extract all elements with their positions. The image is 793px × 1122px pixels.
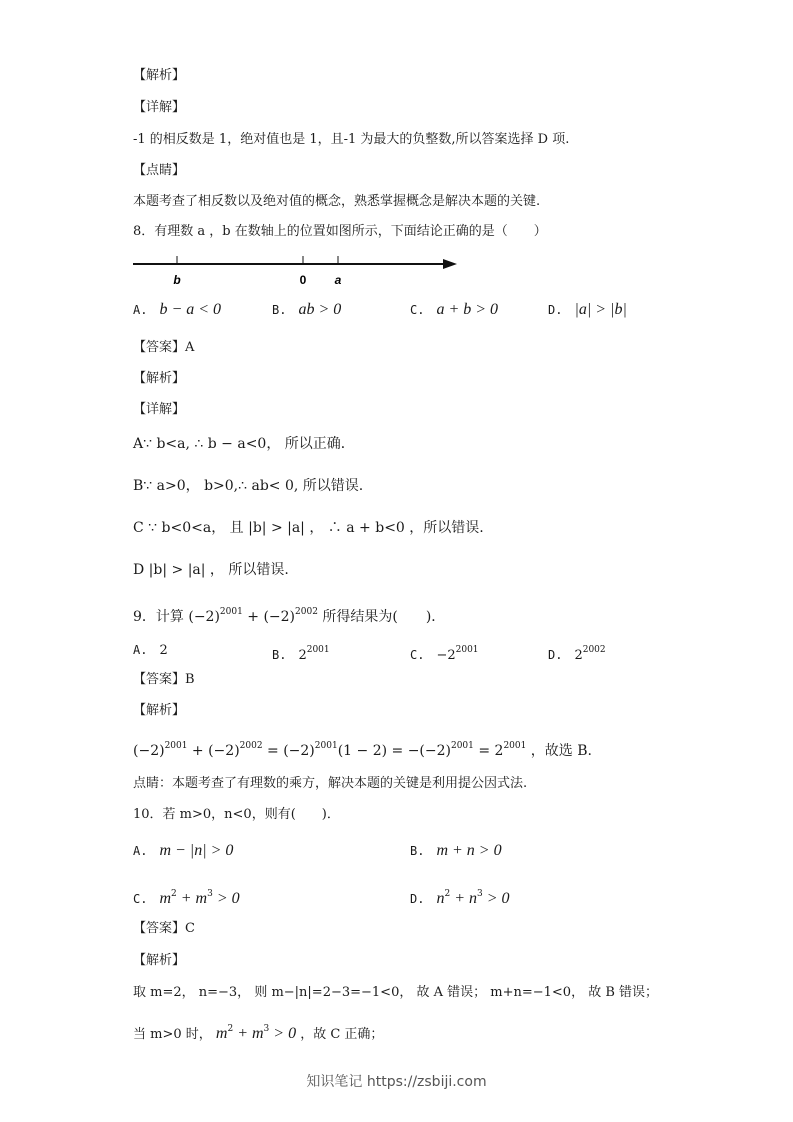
step-math: + m [233, 1025, 264, 1042]
q9-exp2: 2002 [295, 607, 318, 617]
heading-comment: 【点睛】 [133, 163, 186, 178]
option-text: b − a < 0 [159, 301, 222, 318]
q8-analysis-heading: 【解析】 [133, 371, 186, 386]
q8-answer: 【答案】A [133, 340, 195, 355]
option-text: a + b > 0 [436, 301, 499, 318]
option-text: > 0 [482, 890, 510, 907]
option-exp: 2001 [306, 645, 330, 655]
q10-answer: 【答案】C [133, 921, 195, 936]
label-a: a [334, 273, 342, 287]
option-text: ab > 0 [298, 301, 342, 318]
option-text: m + n > 0 [436, 842, 502, 859]
option-label: D. [548, 303, 563, 317]
option-label: B. [272, 303, 287, 317]
option-label: D. [410, 892, 425, 906]
heading-analysis: 【解析】 [133, 68, 186, 83]
step-exp: 2 [227, 1024, 234, 1034]
q9-option-a [133, 640, 168, 661]
axis-arrow [443, 259, 457, 269]
option-text: m − |n| > 0 [159, 842, 234, 859]
option-label: D. [548, 648, 563, 662]
option-exp: 3 [207, 889, 213, 899]
q9-option-d [548, 640, 606, 666]
q9-option-c [410, 640, 479, 666]
q8-step-a: A∵ b<a, ∴ b − a<0， 所以正确． [133, 436, 355, 452]
option-label: C. [410, 648, 425, 662]
question-10: 10．若 m>0，n<0，则有( )． [133, 807, 340, 822]
option-text: n [436, 890, 445, 907]
q10-analysis-heading: 【解析】 [133, 953, 186, 968]
q10-step-2 [133, 1020, 383, 1044]
q9-equation [133, 737, 592, 760]
q8-option-b [272, 300, 341, 321]
eq-exp: 2001 [164, 741, 188, 751]
question-9 [133, 603, 445, 626]
eq-part: = (−2) [262, 743, 315, 759]
option-label: B. [272, 648, 287, 662]
explanation-text: -1 的相反数是 1，绝对值也是 1，且-1 为最大的负整数,所以答案选择 D 项. [133, 132, 570, 147]
q9-part: 9．计算 (−2) [133, 609, 220, 625]
q8-option-d [548, 300, 627, 321]
q10-option-b [410, 841, 502, 862]
eq-exp: 2001 [503, 741, 527, 751]
option-text: |a| > |b| [574, 301, 627, 318]
question-8: 8．有理数 a ，b 在数轴上的位置如图所示，下面结论正确的是（ ） [133, 224, 547, 239]
q10-option-d [410, 884, 510, 910]
step-exp: 3 [263, 1024, 270, 1034]
step-math: m [215, 1025, 228, 1042]
eq-part: (−2) [133, 743, 165, 759]
option-label: C. [133, 892, 148, 906]
q9-exp1: 2001 [219, 607, 243, 617]
step-text: 当 m>0 时， [133, 1027, 216, 1042]
eq-part: + (−2) [187, 743, 240, 759]
option-text: m [159, 890, 172, 907]
q9-answer: 【答案】B [133, 672, 195, 687]
q8-option-c [410, 300, 498, 321]
option-label: B. [410, 844, 425, 858]
label-b: b [173, 273, 181, 287]
option-text: −2 [436, 648, 456, 663]
option-exp: 2 [171, 889, 177, 899]
label-zero: 0 [299, 273, 307, 287]
option-exp: 3 [476, 889, 483, 899]
option-exp: 2002 [582, 645, 606, 655]
q9-part: 所得结果为( )． [317, 609, 446, 625]
option-label: A. [133, 303, 148, 317]
eq-part: = 2 [473, 743, 504, 759]
comment-text: 本题考查了相反数以及绝对值的概念，熟悉掌握概念是解决本题的关键. [133, 194, 541, 209]
footer-watermark: 知识笔记 https://zsbiji.com [306, 1074, 487, 1090]
step-math: > 0 [269, 1025, 297, 1042]
q8-step-d: D |b| > |a| ， 所以错误. [133, 562, 289, 578]
q9-comment: 点睛：本题考查了有理数的乘方，解决本题的关键是利用提公因式法. [133, 776, 528, 791]
eq-part: ，故选 B. [526, 743, 592, 759]
eq-exp: 2001 [450, 741, 474, 751]
q8-detail-heading: 【详解】 [133, 402, 186, 417]
q10-option-a [133, 841, 233, 862]
eq-exp: 2001 [314, 741, 338, 751]
q10-option-c [133, 884, 240, 910]
option-exp: 2 [444, 889, 451, 899]
q9-part: + (−2) [242, 609, 296, 625]
option-text: 2 [298, 648, 307, 663]
q8-step-c: C ∵ b<0<a， 且 |b| > |a| ， ∴ a + b<0 ，所以错误. [133, 520, 484, 536]
option-text: + n [450, 890, 477, 907]
eq-part: (1 − 2) = −(−2) [337, 743, 451, 759]
option-text: + m [176, 890, 208, 907]
heading-detail: 【详解】 [133, 100, 186, 115]
q9-analysis-heading: 【解析】 [133, 703, 186, 718]
step-text: ，故 C 正确； [296, 1027, 384, 1042]
option-label: A. [133, 643, 148, 657]
eq-exp: 2002 [239, 741, 263, 751]
number-line-figure [133, 251, 457, 291]
option-label: A. [133, 844, 148, 858]
option-text: 2 [574, 648, 583, 663]
option-text: > 0 [212, 890, 240, 907]
q8-option-a [133, 300, 221, 321]
option-text: 2 [159, 643, 168, 658]
q10-step-1: 取 m=2， n=−3， 则 m−|n|=2−3=−1<0， 故 A 错误； m+n=−1<0， 故 B 错误； [133, 985, 659, 1000]
option-exp: 2001 [455, 645, 479, 655]
q8-step-b: B∵ a>0， b>0,∴ ab< 0, 所以错误. [133, 478, 364, 494]
option-label: C. [410, 303, 425, 317]
q9-option-b [272, 640, 330, 666]
